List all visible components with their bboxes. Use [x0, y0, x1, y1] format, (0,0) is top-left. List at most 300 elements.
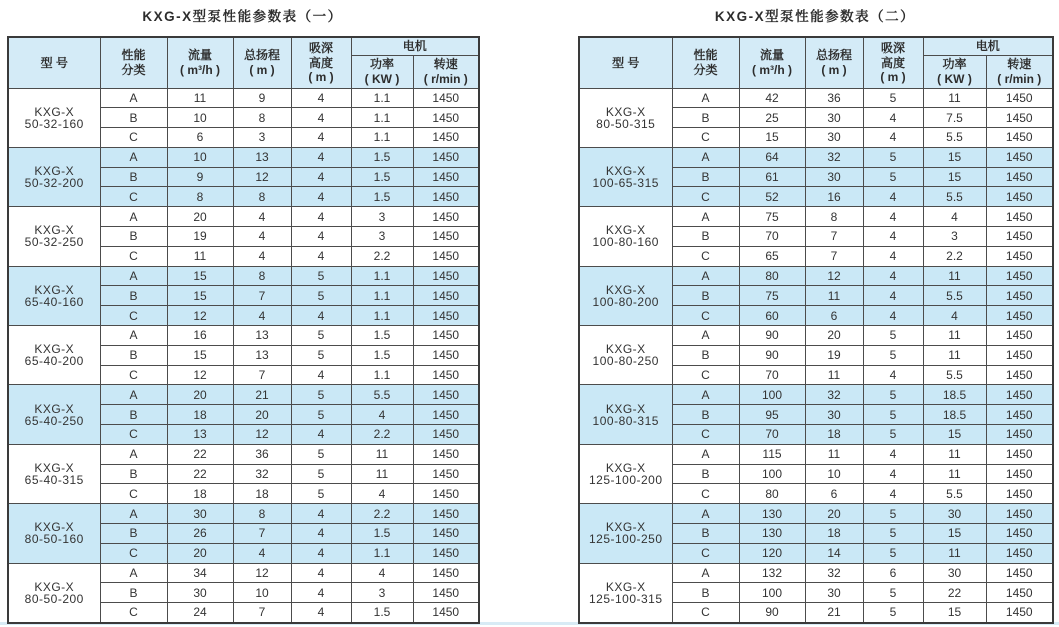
- col-header-category: 性能 分类: [100, 37, 167, 88]
- power-cell: 4: [351, 563, 413, 583]
- category-cell: A: [100, 266, 167, 286]
- power-cell: 1.5: [351, 326, 413, 346]
- suction-cell: 5: [863, 345, 923, 365]
- flow-cell: 20: [167, 543, 233, 563]
- flow-cell: 18: [167, 405, 233, 425]
- category-cell: B: [672, 405, 739, 425]
- table-row: [579, 266, 1053, 286]
- power-cell: 11: [923, 444, 986, 464]
- power-cell: 1.1: [351, 306, 413, 326]
- power-cell: 22: [923, 583, 986, 603]
- category-cell: A: [672, 563, 739, 583]
- head-cell: 12: [233, 563, 291, 583]
- model-cell: KXG-X 65-40-200: [8, 326, 100, 385]
- category-cell: A: [672, 266, 739, 286]
- category-cell: C: [100, 484, 167, 504]
- speed-cell: 1450: [413, 603, 479, 623]
- speed-cell: 1450: [986, 484, 1053, 504]
- suction-cell: 6: [863, 563, 923, 583]
- head-cell: 7: [233, 524, 291, 544]
- col-header-suction: 吸深 高度 ( m ): [291, 37, 351, 88]
- suction-cell: 5: [291, 266, 351, 286]
- flow-cell: 65: [739, 246, 805, 266]
- suction-cell: 4: [863, 227, 923, 247]
- category-cell: C: [100, 603, 167, 623]
- category-cell: B: [672, 583, 739, 603]
- flow-cell: 70: [739, 227, 805, 247]
- speed-cell: 1450: [986, 266, 1053, 286]
- flow-cell: 12: [167, 306, 233, 326]
- flow-cell: 95: [739, 405, 805, 425]
- head-cell: 4: [233, 246, 291, 266]
- flow-cell: 90: [739, 326, 805, 346]
- flow-cell: 90: [739, 603, 805, 623]
- head-cell: 21: [805, 603, 863, 623]
- speed-cell: 1450: [413, 385, 479, 405]
- speed-cell: 1450: [413, 504, 479, 524]
- table-row: [8, 504, 479, 524]
- speed-cell: 1450: [986, 504, 1053, 524]
- flow-cell: 12: [167, 365, 233, 385]
- suction-cell: 4: [291, 504, 351, 524]
- category-cell: B: [100, 286, 167, 306]
- category-cell: C: [672, 306, 739, 326]
- speed-cell: 1450: [986, 88, 1053, 108]
- table-row: [579, 88, 1053, 108]
- flow-cell: 100: [739, 583, 805, 603]
- suction-cell: 4: [291, 167, 351, 187]
- category-cell: A: [672, 326, 739, 346]
- speed-cell: 1450: [413, 365, 479, 385]
- speed-cell: 1450: [413, 326, 479, 346]
- speed-cell: 1450: [986, 583, 1053, 603]
- head-cell: 12: [233, 425, 291, 445]
- category-cell: B: [672, 227, 739, 247]
- head-cell: 4: [233, 207, 291, 227]
- suction-cell: 5: [863, 326, 923, 346]
- table-title-2: KXG-X型泵性能参数表（二）: [714, 9, 916, 24]
- suction-cell: 4: [863, 286, 923, 306]
- head-cell: 4: [233, 543, 291, 563]
- power-cell: 3: [351, 583, 413, 603]
- flow-cell: 15: [739, 128, 805, 148]
- power-cell: 5.5: [923, 187, 986, 207]
- power-cell: 4: [923, 306, 986, 326]
- head-cell: 32: [805, 563, 863, 583]
- head-cell: 36: [805, 88, 863, 108]
- speed-cell: 1450: [986, 108, 1053, 128]
- power-cell: 3: [923, 227, 986, 247]
- table-row: [579, 147, 1053, 167]
- head-cell: 30: [805, 128, 863, 148]
- power-cell: 2.2: [351, 425, 413, 445]
- speed-cell: 1450: [413, 405, 479, 425]
- suction-cell: 5: [291, 444, 351, 464]
- power-cell: 15: [923, 603, 986, 623]
- head-cell: 8: [233, 187, 291, 207]
- flow-cell: 11: [167, 88, 233, 108]
- flow-cell: 10: [167, 108, 233, 128]
- head-cell: 18: [805, 524, 863, 544]
- flow-cell: 70: [739, 425, 805, 445]
- flow-cell: 75: [739, 286, 805, 306]
- category-cell: C: [100, 246, 167, 266]
- speed-cell: 1450: [986, 227, 1053, 247]
- speed-cell: 1450: [986, 563, 1053, 583]
- speed-cell: 1450: [413, 266, 479, 286]
- speed-cell: 1450: [986, 444, 1053, 464]
- power-cell: 1.1: [351, 88, 413, 108]
- category-cell: A: [672, 207, 739, 227]
- speed-cell: 1450: [413, 227, 479, 247]
- category-cell: A: [100, 444, 167, 464]
- table-row: [8, 147, 479, 167]
- suction-cell: 5: [863, 524, 923, 544]
- speed-cell: 1450: [986, 425, 1053, 445]
- suction-cell: 5: [863, 385, 923, 405]
- power-cell: 15: [923, 425, 986, 445]
- table-title-1: KXG-X型泵性能参数表（一）: [142, 9, 343, 24]
- speed-cell: 1450: [413, 306, 479, 326]
- head-cell: 20: [233, 405, 291, 425]
- category-cell: A: [672, 385, 739, 405]
- power-cell: 5.5: [923, 484, 986, 504]
- suction-cell: 4: [863, 266, 923, 286]
- col-header-model: 型 号: [8, 37, 100, 88]
- table-row: [579, 207, 1053, 227]
- speed-cell: 1450: [413, 207, 479, 227]
- model-cell: KXG-X 80-50-160: [8, 504, 100, 563]
- power-cell: 11: [923, 326, 986, 346]
- suction-cell: 4: [291, 128, 351, 148]
- head-cell: 14: [805, 543, 863, 563]
- model-cell: KXG-X 50-32-200: [8, 147, 100, 206]
- table-row: [8, 385, 479, 405]
- category-cell: B: [100, 464, 167, 484]
- head-cell: 8: [233, 504, 291, 524]
- pump-parameters-table-2: [578, 36, 1054, 624]
- table-block-2: [578, 8, 1052, 624]
- category-cell: B: [100, 108, 167, 128]
- col-header-power: 功率 ( KW ): [351, 55, 413, 88]
- flow-cell: 30: [167, 504, 233, 524]
- col-header-head: 总扬程 ( m ): [233, 37, 291, 88]
- head-cell: 18: [805, 425, 863, 445]
- speed-cell: 1450: [413, 563, 479, 583]
- category-cell: C: [672, 603, 739, 623]
- model-cell: KXG-X 125-100-250: [579, 504, 672, 563]
- speed-cell: 1450: [413, 246, 479, 266]
- speed-cell: 1450: [413, 286, 479, 306]
- flow-cell: 64: [739, 147, 805, 167]
- power-cell: 1.5: [351, 187, 413, 207]
- speed-cell: 1450: [986, 246, 1053, 266]
- power-cell: 2.2: [923, 246, 986, 266]
- category-cell: B: [672, 345, 739, 365]
- col-header-motor: 电机: [351, 37, 479, 55]
- category-cell: B: [672, 524, 739, 544]
- category-cell: B: [672, 286, 739, 306]
- flow-cell: 16: [167, 326, 233, 346]
- flow-cell: 80: [739, 484, 805, 504]
- category-cell: C: [672, 365, 739, 385]
- category-cell: A: [672, 504, 739, 524]
- suction-cell: 4: [291, 603, 351, 623]
- category-cell: A: [672, 147, 739, 167]
- head-cell: 30: [805, 108, 863, 128]
- table-block-1: [7, 8, 478, 624]
- power-cell: 5.5: [923, 365, 986, 385]
- power-cell: 4: [923, 207, 986, 227]
- speed-cell: 1450: [986, 365, 1053, 385]
- head-cell: 8: [805, 207, 863, 227]
- head-cell: 4: [233, 227, 291, 247]
- category-cell: C: [100, 128, 167, 148]
- power-cell: 5.5: [923, 128, 986, 148]
- model-cell: KXG-X 100-65-315: [579, 147, 672, 206]
- flow-cell: 18: [167, 484, 233, 504]
- category-cell: B: [100, 405, 167, 425]
- power-cell: 1.1: [351, 286, 413, 306]
- power-cell: 2.2: [351, 246, 413, 266]
- model-cell: KXG-X 100-80-315: [579, 385, 672, 444]
- suction-cell: 4: [291, 187, 351, 207]
- model-cell: KXG-X 100-80-200: [579, 266, 672, 325]
- suction-cell: 4: [863, 365, 923, 385]
- flow-cell: 22: [167, 444, 233, 464]
- category-cell: A: [100, 504, 167, 524]
- table-row: [8, 563, 479, 583]
- category-cell: C: [672, 128, 739, 148]
- flow-cell: 120: [739, 543, 805, 563]
- col-header-flow: 流量 ( m³/h ): [167, 37, 233, 88]
- speed-cell: 1450: [413, 88, 479, 108]
- speed-cell: 1450: [413, 484, 479, 504]
- table-row: [579, 504, 1053, 524]
- power-cell: 18.5: [923, 385, 986, 405]
- power-cell: 11: [923, 543, 986, 563]
- speed-cell: 1450: [986, 326, 1053, 346]
- head-cell: 32: [805, 147, 863, 167]
- speed-cell: 1450: [986, 286, 1053, 306]
- suction-cell: 4: [291, 88, 351, 108]
- head-cell: 20: [805, 326, 863, 346]
- speed-cell: 1450: [413, 108, 479, 128]
- model-cell: KXG-X 50-32-160: [8, 88, 100, 147]
- suction-cell: 5: [863, 405, 923, 425]
- power-cell: 1.1: [351, 128, 413, 148]
- suction-cell: 4: [863, 246, 923, 266]
- speed-cell: 1450: [413, 583, 479, 603]
- category-cell: A: [672, 88, 739, 108]
- power-cell: 15: [923, 167, 986, 187]
- category-cell: A: [100, 207, 167, 227]
- table-row: [579, 563, 1053, 583]
- speed-cell: 1450: [413, 444, 479, 464]
- suction-cell: 5: [291, 405, 351, 425]
- head-cell: 8: [233, 266, 291, 286]
- head-cell: 6: [805, 484, 863, 504]
- suction-cell: 4: [291, 524, 351, 544]
- power-cell: 15: [923, 524, 986, 544]
- speed-cell: 1450: [986, 306, 1053, 326]
- head-cell: 32: [805, 385, 863, 405]
- flow-cell: 10: [167, 147, 233, 167]
- power-cell: 1.5: [351, 603, 413, 623]
- head-cell: 9: [233, 88, 291, 108]
- col-header-category: 性能 分类: [672, 37, 739, 88]
- flow-cell: 13: [167, 425, 233, 445]
- head-cell: 19: [805, 345, 863, 365]
- power-cell: 15: [923, 147, 986, 167]
- power-cell: 30: [923, 563, 986, 583]
- speed-cell: 1450: [413, 187, 479, 207]
- power-cell: 1.5: [351, 147, 413, 167]
- suction-cell: 5: [291, 464, 351, 484]
- category-cell: C: [100, 425, 167, 445]
- table-row: [579, 385, 1053, 405]
- category-cell: C: [100, 187, 167, 207]
- head-cell: 4: [233, 306, 291, 326]
- speed-cell: 1450: [986, 187, 1053, 207]
- category-cell: C: [100, 365, 167, 385]
- category-cell: B: [672, 108, 739, 128]
- pump-parameters-table-1: [7, 36, 480, 624]
- suction-cell: 4: [291, 583, 351, 603]
- head-cell: 32: [233, 464, 291, 484]
- head-cell: 30: [805, 583, 863, 603]
- category-cell: B: [100, 345, 167, 365]
- flow-cell: 42: [739, 88, 805, 108]
- col-header-motor: 电机: [923, 37, 1053, 55]
- speed-cell: 1450: [413, 345, 479, 365]
- suction-cell: 5: [863, 425, 923, 445]
- flow-cell: 61: [739, 167, 805, 187]
- suction-cell: 5: [291, 345, 351, 365]
- head-cell: 7: [805, 246, 863, 266]
- speed-cell: 1450: [413, 524, 479, 544]
- power-cell: 3: [351, 207, 413, 227]
- head-cell: 11: [805, 365, 863, 385]
- suction-cell: 4: [863, 444, 923, 464]
- model-cell: KXG-X 100-80-250: [579, 326, 672, 385]
- power-cell: 11: [923, 266, 986, 286]
- power-cell: 5.5: [351, 385, 413, 405]
- category-cell: C: [100, 306, 167, 326]
- col-header-suction: 吸深 高度 ( m ): [863, 37, 923, 88]
- suction-cell: 4: [863, 108, 923, 128]
- head-cell: 13: [233, 345, 291, 365]
- head-cell: 13: [233, 326, 291, 346]
- speed-cell: 1450: [986, 345, 1053, 365]
- flow-cell: 19: [167, 227, 233, 247]
- speed-cell: 1450: [413, 128, 479, 148]
- power-cell: 11: [923, 345, 986, 365]
- flow-cell: 15: [167, 345, 233, 365]
- col-header-flow: 流量 ( m³/h ): [739, 37, 805, 88]
- speed-cell: 1450: [986, 147, 1053, 167]
- head-cell: 21: [233, 385, 291, 405]
- flow-cell: 130: [739, 504, 805, 524]
- col-header-power: 功率 ( KW ): [923, 55, 986, 88]
- power-cell: 11: [351, 464, 413, 484]
- suction-cell: 5: [863, 543, 923, 563]
- flow-cell: 90: [739, 345, 805, 365]
- head-cell: 7: [233, 286, 291, 306]
- power-cell: 4: [351, 405, 413, 425]
- suction-cell: 4: [863, 187, 923, 207]
- flow-cell: 6: [167, 128, 233, 148]
- suction-cell: 4: [291, 147, 351, 167]
- power-cell: 7.5: [923, 108, 986, 128]
- head-cell: 30: [805, 167, 863, 187]
- head-cell: 7: [233, 365, 291, 385]
- head-cell: 13: [233, 147, 291, 167]
- head-cell: 12: [805, 266, 863, 286]
- flow-cell: 15: [167, 266, 233, 286]
- table-row: [8, 207, 479, 227]
- flow-cell: 75: [739, 207, 805, 227]
- model-cell: KXG-X 65-40-315: [8, 444, 100, 503]
- suction-cell: 4: [863, 306, 923, 326]
- flow-cell: 20: [167, 385, 233, 405]
- table-row: [8, 266, 479, 286]
- flow-cell: 34: [167, 563, 233, 583]
- power-cell: 1.1: [351, 266, 413, 286]
- suction-cell: 4: [863, 484, 923, 504]
- speed-cell: 1450: [413, 425, 479, 445]
- speed-cell: 1450: [986, 385, 1053, 405]
- head-cell: 11: [805, 286, 863, 306]
- category-cell: B: [100, 583, 167, 603]
- head-cell: 8: [233, 108, 291, 128]
- model-cell: KXG-X 100-80-160: [579, 207, 672, 266]
- speed-cell: 1450: [986, 128, 1053, 148]
- flow-cell: 80: [739, 266, 805, 286]
- suction-cell: 4: [291, 207, 351, 227]
- category-cell: B: [672, 464, 739, 484]
- flow-cell: 70: [739, 365, 805, 385]
- model-cell: KXG-X 80-50-200: [8, 563, 100, 622]
- head-cell: 6: [805, 306, 863, 326]
- power-cell: 1.5: [351, 345, 413, 365]
- category-cell: C: [672, 543, 739, 563]
- flow-cell: 100: [739, 385, 805, 405]
- suction-cell: 4: [863, 464, 923, 484]
- power-cell: 1.5: [351, 167, 413, 187]
- category-cell: C: [672, 425, 739, 445]
- flow-cell: 60: [739, 306, 805, 326]
- power-cell: 18.5: [923, 405, 986, 425]
- flow-cell: 25: [739, 108, 805, 128]
- head-cell: 10: [805, 464, 863, 484]
- suction-cell: 4: [291, 563, 351, 583]
- head-cell: 20: [805, 504, 863, 524]
- table-row: [8, 326, 479, 346]
- head-cell: 16: [805, 187, 863, 207]
- col-header-speed: 转速 ( r/min ): [986, 55, 1053, 88]
- table-row: [8, 444, 479, 464]
- flow-cell: 20: [167, 207, 233, 227]
- flow-cell: 26: [167, 524, 233, 544]
- flow-cell: 115: [739, 444, 805, 464]
- category-cell: B: [672, 167, 739, 187]
- category-cell: A: [100, 147, 167, 167]
- suction-cell: 4: [291, 108, 351, 128]
- flow-cell: 100: [739, 464, 805, 484]
- model-cell: KXG-X 80-50-315: [579, 88, 672, 147]
- category-cell: B: [100, 227, 167, 247]
